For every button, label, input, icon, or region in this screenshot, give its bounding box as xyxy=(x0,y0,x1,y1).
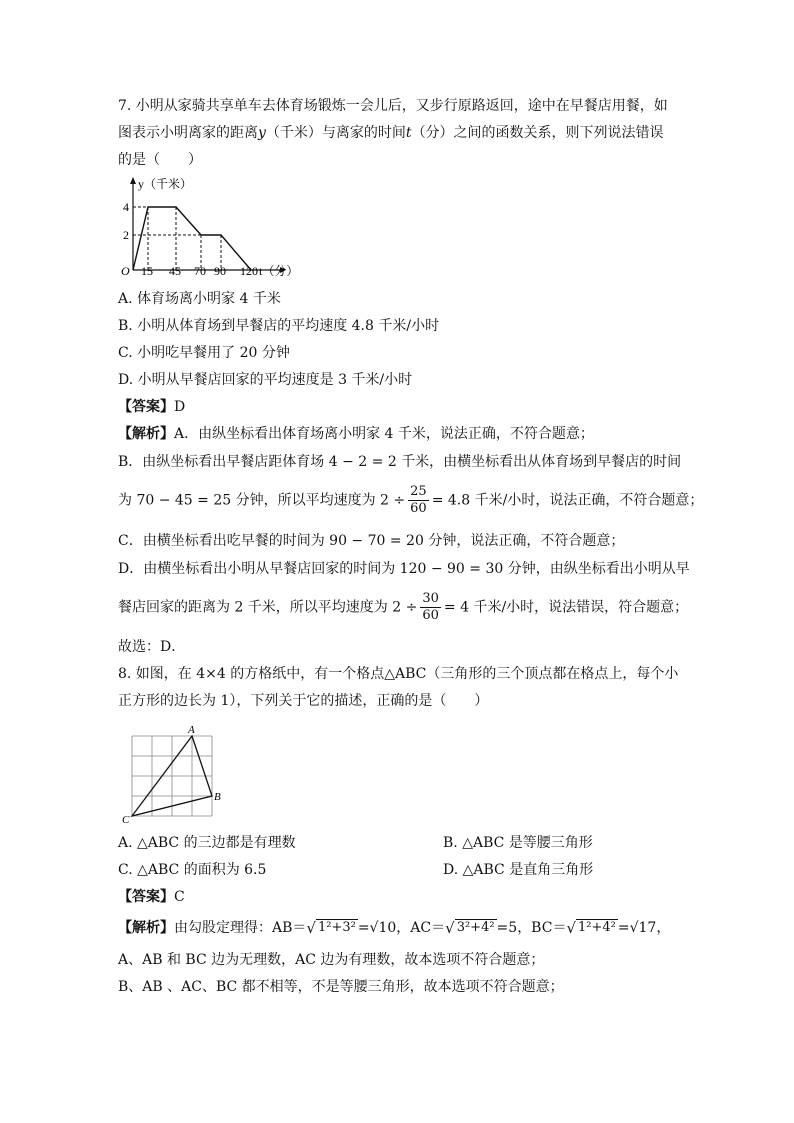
q8-stem-line-2: 正方形的边长为 1），下列关于它的描述，正确的是（ ） xyxy=(118,693,489,709)
q7-distance-time-graph xyxy=(112,174,302,280)
q7-option-d: D. 小明从早餐店回家的平均速度是 3 千米/小时 xyxy=(118,372,413,388)
vertex-c-label: C xyxy=(122,814,130,824)
origin-label: O xyxy=(121,264,130,278)
q8-option-b: B. △ABC 是等腰三角形 xyxy=(443,835,593,851)
grid-lines xyxy=(132,736,212,816)
q8-stem-line-1: 8. 如图，在 4×4 的方格纸中，有一个格点△ABC（三角形的三个顶点都在格点上，每个小 xyxy=(118,666,679,682)
q8-option-c: C. △ABC 的面积为 6.5 xyxy=(118,862,267,878)
sqrt-bc: √ 1²+4² xyxy=(566,919,616,937)
q8-grid-triangle-figure xyxy=(118,722,228,824)
q8-analysis-1: 【解析】由勾股定理得：AB＝ √ 1²+3² =√10，AC＝ √ 3²+4² =5，BC＝ √ 1²+4² =√17， xyxy=(118,919,671,937)
sqrt-ab: √ 1²+3² xyxy=(306,919,356,937)
y-tick-4: 4 xyxy=(123,200,129,214)
q7-analysis-a: 【解析】A．由纵坐标看出体育场离小明家 4 千米，说法正确，不符合题意； xyxy=(118,426,594,442)
vertex-a-label: A xyxy=(188,724,195,736)
q7-analysis-c: C．由横坐标看出吃早餐的时间为 90 − 70 = 20 分钟，说法正确，不符合题意； xyxy=(118,533,625,549)
q8-analysis-2: A、AB 和 BC 边为无理数，AC 边为有理数，故本选项不符合题意； xyxy=(118,952,545,968)
distance-line xyxy=(133,207,251,270)
x-tick-45: 45 xyxy=(169,264,181,278)
q8-option-a: A. △ABC 的三边都是有理数 xyxy=(118,835,296,851)
q7-stem-line-3: 的是（ ） xyxy=(118,152,202,168)
q7-analysis-d2: 餐店回家的距离为 2 千米，所以平均速度为 2 ÷ $\frac{30}{60}$ = 4 千米/小时，说法错误，符合题意； xyxy=(118,591,689,623)
q8-answer: 【答案】C xyxy=(118,889,185,905)
q8-option-d: D. △ABC 是直角三角形 xyxy=(443,862,594,878)
q7-stem-line-1: 7. 小明从家骑共享单车去体育场锻炼一会儿后，又步行原路返回，途中在早餐店用餐，如 xyxy=(118,98,668,114)
x-axis-label: t（分） xyxy=(259,264,299,278)
q7-analysis-b1: B．由纵坐标看出早餐店距体育场 4 − 2 = 2 千米，由横坐标看出从体育场到早餐店的时间 xyxy=(118,454,682,470)
x-tick-90: 90 xyxy=(214,264,226,278)
y-tick-2: 2 xyxy=(123,228,129,242)
vertex-b-label: B xyxy=(214,791,221,803)
q7-option-c: C. 小明吃早餐用了 20 分钟 xyxy=(118,345,290,361)
q7-stem-line-2: 图表示小明离家的距离y（千米）与离家的时间t（分）之间的函数关系，则下列说法错误 xyxy=(118,125,664,141)
q7-analysis-b2: 为 70 − 45 = 25 分钟，所以平均速度为 2 ÷ $\frac{25}{60}$ = 4.8 千米/小时，说法正确，不符合题意； xyxy=(118,484,704,516)
q7-answer: 【答案】D xyxy=(118,399,186,415)
y-axis-arrow-icon xyxy=(130,177,136,184)
y-axis-label: y（千米） xyxy=(138,177,193,191)
x-tick-120: 120 xyxy=(240,264,258,278)
q7-choice: 故选：D． xyxy=(118,639,186,655)
fraction-30-60: $\frac{30}{60}$ xyxy=(422,591,439,623)
q7-analysis-d1: D．由横坐标看出小明从早餐店回家的时间为 120 − 90 = 30 分钟，由纵坐标看出小明从早 xyxy=(118,561,690,577)
sqrt-ac: √ 3²+4² xyxy=(445,919,495,937)
x-tick-70: 70 xyxy=(194,264,206,278)
q7-option-b: B. 小明从体育场到早餐店的平均速度 4.8 千米/小时 xyxy=(118,318,440,334)
q8-analysis-3: B、AB 、AC、BC 都不相等，不是等腰三角形，故本选项不符合题意； xyxy=(118,979,564,995)
q7-option-a: A. 体育场离小明家 4 千米 xyxy=(118,291,281,307)
x-tick-15: 15 xyxy=(141,264,153,278)
fraction-25-60: $\frac{25}{60}$ xyxy=(410,484,427,516)
